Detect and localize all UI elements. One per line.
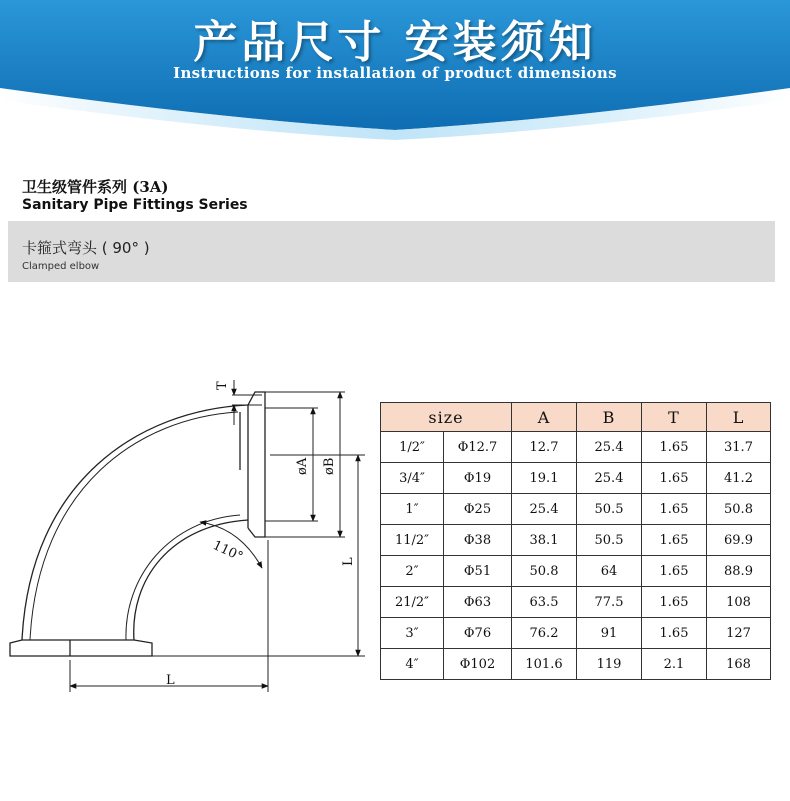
cell-t: 1.65 xyxy=(642,618,707,649)
series-code: (3A) xyxy=(132,178,169,196)
cell-l: 69.9 xyxy=(707,525,771,556)
series-title-cn xyxy=(22,176,169,197)
header-l: L xyxy=(707,403,771,432)
cell-t: 1.65 xyxy=(642,432,707,463)
dim-label-l-horizontal: L xyxy=(166,673,175,688)
dim-label-l-vertical: L xyxy=(341,557,356,566)
dim-label-a: øA xyxy=(295,457,310,475)
cell-l: 127 xyxy=(707,618,771,649)
elbow-inner-wall xyxy=(134,520,248,640)
table-row xyxy=(381,463,771,494)
header-size: size xyxy=(381,403,512,432)
cell-size-mm: Φ76 xyxy=(444,618,512,649)
cell-size-inch: 4″ xyxy=(381,649,444,680)
cell-l: 31.7 xyxy=(707,432,771,463)
dim-label-angle: 110° xyxy=(210,538,246,565)
cell-size-inch: 3/4″ xyxy=(381,463,444,494)
cell-b: 77.5 xyxy=(577,587,642,618)
table-row xyxy=(381,556,771,587)
cell-size-mm: Φ51 xyxy=(444,556,512,587)
cell-b: 50.5 xyxy=(577,494,642,525)
header-banner xyxy=(0,0,790,140)
cell-t: 1.65 xyxy=(642,525,707,556)
cell-a: 25.4 xyxy=(512,494,577,525)
cell-size-inch: 1/2″ xyxy=(381,432,444,463)
cell-t: 2.1 xyxy=(642,649,707,680)
cell-l: 108 xyxy=(707,587,771,618)
elbow-outer-wall xyxy=(22,405,248,640)
cell-a: 19.1 xyxy=(512,463,577,494)
header-t: T xyxy=(642,403,707,432)
cell-b: 91 xyxy=(577,618,642,649)
cell-size-mm: Φ12.7 xyxy=(444,432,512,463)
cell-l: 88.9 xyxy=(707,556,771,587)
banner-subtitle: Instructions for installation of product dimensions xyxy=(173,64,617,82)
cell-size-inch: 2″ xyxy=(381,556,444,587)
cell-b: 25.4 xyxy=(577,463,642,494)
cell-a: 38.1 xyxy=(512,525,577,556)
cell-t: 1.65 xyxy=(642,556,707,587)
cell-size-inch: 3″ xyxy=(381,618,444,649)
cell-size-mm: Φ63 xyxy=(444,587,512,618)
cell-b: 119 xyxy=(577,649,642,680)
cell-l: 168 xyxy=(707,649,771,680)
cell-b: 50.5 xyxy=(577,525,642,556)
dimensions-table xyxy=(380,402,771,680)
series-name-cn: 卫生级管件系列 xyxy=(22,178,128,196)
cell-t: 1.65 xyxy=(642,587,707,618)
table-row xyxy=(381,525,771,556)
cell-a: 63.5 xyxy=(512,587,577,618)
cell-t: 1.65 xyxy=(642,494,707,525)
bottom-ferrule xyxy=(10,640,152,656)
cell-size-inch: 11/2″ xyxy=(381,525,444,556)
cell-size-mm: Φ38 xyxy=(444,525,512,556)
table-row xyxy=(381,618,771,649)
cell-size-inch: 21/2″ xyxy=(381,587,444,618)
cell-l: 41.2 xyxy=(707,463,771,494)
cell-l: 50.8 xyxy=(707,494,771,525)
table-row xyxy=(381,649,771,680)
cell-b: 64 xyxy=(577,556,642,587)
cell-a: 76.2 xyxy=(512,618,577,649)
table-row xyxy=(381,587,771,618)
cell-a: 101.6 xyxy=(512,649,577,680)
cell-size-mm: Φ25 xyxy=(444,494,512,525)
series-title-en: Sanitary Pipe Fittings Series xyxy=(22,197,248,213)
table-header-row xyxy=(381,403,771,432)
table-row xyxy=(381,432,771,463)
dim-label-t: T xyxy=(215,381,230,390)
elbow-drawing xyxy=(0,350,370,700)
cell-size-mm: Φ19 xyxy=(444,463,512,494)
cell-size-mm: Φ102 xyxy=(444,649,512,680)
top-ferrule xyxy=(248,392,265,537)
cell-a: 50.8 xyxy=(512,556,577,587)
dim-label-b: øB xyxy=(322,457,337,475)
header-b: B xyxy=(577,403,642,432)
cell-size-inch: 1″ xyxy=(381,494,444,525)
banner-title: 产品尺寸 安装须知 xyxy=(193,17,597,68)
cell-b: 25.4 xyxy=(577,432,642,463)
header-a: A xyxy=(512,403,577,432)
cell-a: 12.7 xyxy=(512,432,577,463)
product-name-cn: 卡箍式弯头 ( 90° ) xyxy=(22,239,150,257)
table-row xyxy=(381,494,771,525)
cell-t: 1.65 xyxy=(642,463,707,494)
product-name-en: Clamped elbow xyxy=(22,261,100,272)
